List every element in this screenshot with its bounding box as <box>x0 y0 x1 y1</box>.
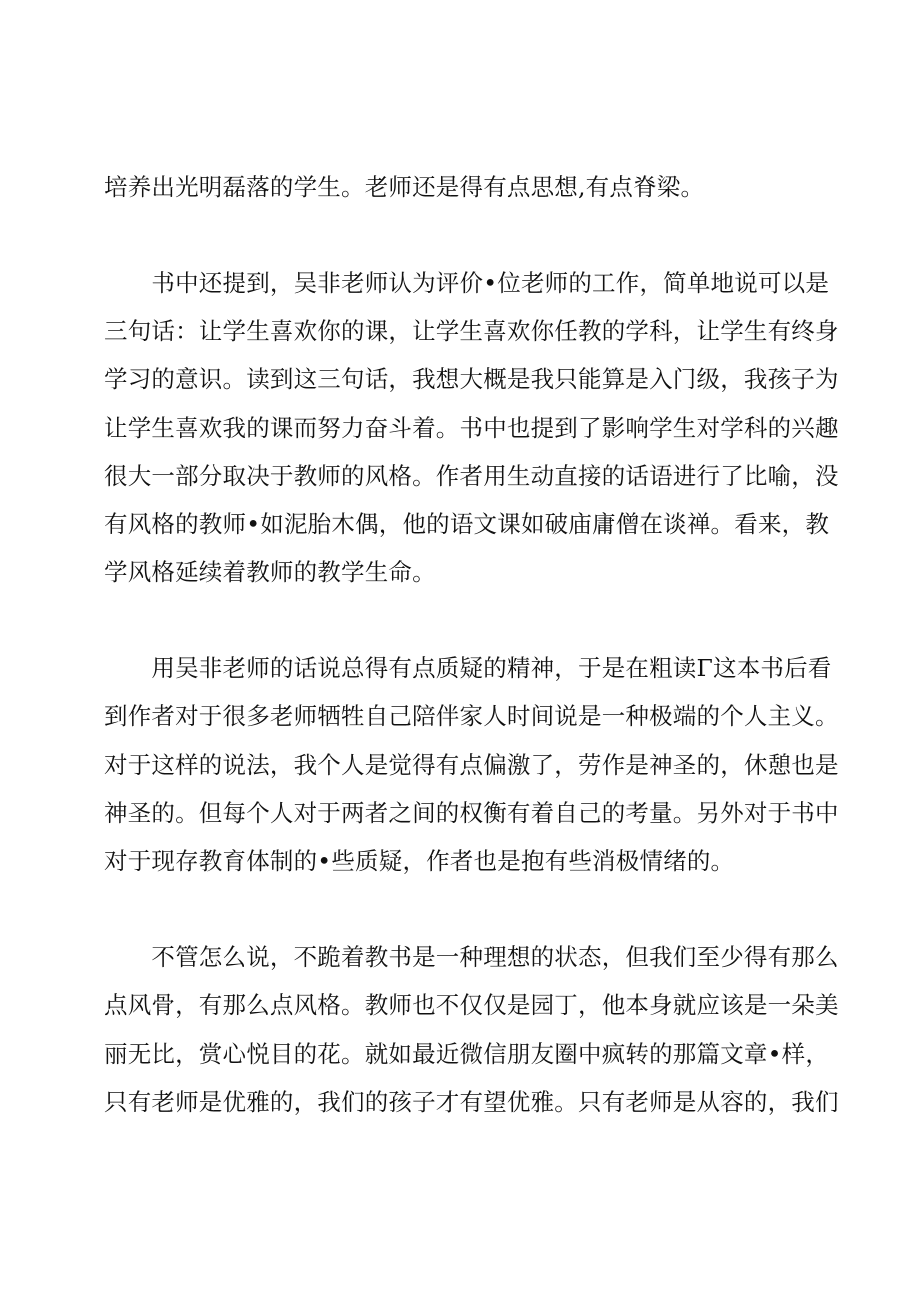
text-line: 神圣的。但每个人对于两者之间的权衡有着自己的考量。另外对于书中 <box>104 799 839 827</box>
text-line: 只有老师是优雅的，我们的孩子才有望优雅。只有老师是从容的，我们 <box>104 1088 839 1116</box>
text-line: 学习的意识。读到这三句话，我想大概是我只能算是入门级，我孩子为 <box>104 365 839 393</box>
text-line: 不管怎么说，不跪着教书是一种理想的状态，但我们至少得有那么 <box>104 943 839 971</box>
text-line: 让学生喜欢我的课而努力奋斗着。书中也提到了影响学生对学科的兴趣 <box>104 414 839 442</box>
text-line: 对于现存教育体制的•些质疑，作者也是抱有些消极情绪的。 <box>104 847 735 875</box>
text-line: 点风骨，有那么点风格。教师也不仅仅是园丁，他本身就应该是一朵美 <box>104 991 839 1019</box>
text-line: 学风格延续着教师的教学生命。 <box>104 558 436 586</box>
text-line: 到作者对于很多老师牺牲自己陪伴家人时间说是一种极端的个人主义。 <box>104 702 839 730</box>
text-line: 培养出光明磊落的学生。老师还是得有点思想,有点脊梁。 <box>104 173 705 201</box>
text-line: 对于这样的说法，我个人是觉得有点偏激了，劳作是神圣的，休憩也是 <box>104 751 839 779</box>
text-line: 丽无比，赏心悦目的花。就如最近微信朋友圈中疯转的那篇文章•样， <box>104 1040 830 1068</box>
text-line: 用吴非老师的话说总得有点质疑的精神，于是在粗读Γ这本书后看 <box>104 654 832 682</box>
text-line: 有风格的教师•如泥胎木偶，他的语文课如破庙庸僧在谈禅。看来，教 <box>104 510 830 538</box>
text-line: 很大一部分取决于教师的风格。作者用生动直接的话语进行了比喻，没 <box>104 462 839 490</box>
text-line: 三句话：让学生喜欢你的课，让学生喜欢你任教的学科，让学生有终身 <box>104 317 839 345</box>
text-line: 书中还提到，吴非老师认为评价•位老师的工作，简单地说可以是 <box>104 269 830 297</box>
